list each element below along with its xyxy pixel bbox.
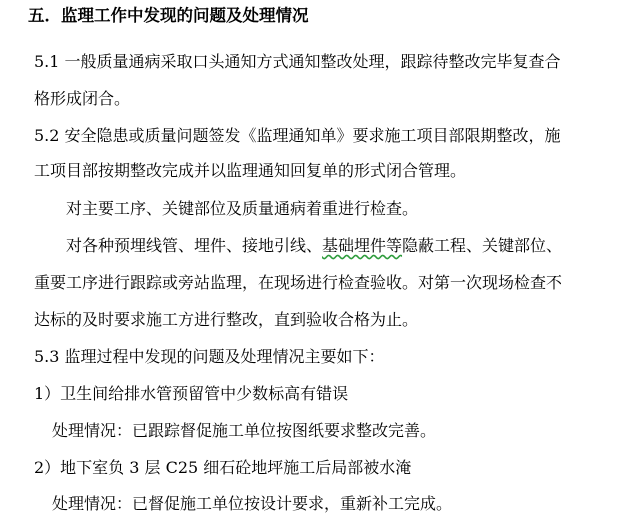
- issue-2-title: 2）地下室负 3 层 C25 细石砼地坪施工后局部被水淹: [34, 458, 412, 477]
- paragraph-5-1-line-1: 5.1 一般质量通病采取口头通知方式通知整改处理，跟踪待整改完毕复查合: [34, 52, 561, 71]
- paragraph-key-inspection: 对主要工序、关键部位及质量通病着重进行检查。: [66, 199, 419, 218]
- paragraph-hidden-works-line-2: 重要工序进行跟踪或旁站监理，在现场进行检查验收。对第一次现场检查不: [34, 273, 563, 292]
- hidden-works-text-post: 隐蔽工程、关键部位、: [402, 236, 563, 255]
- issue-1-title: 1）卫生间给排水管预留管中少数标高有错误: [34, 384, 349, 403]
- section-heading: 五．监理工作中发现的问题及处理情况: [28, 6, 309, 25]
- paragraph-hidden-works-line-1: [66, 236, 562, 256]
- paragraph-5-3: 5.3 监理过程中发现的问题及处理情况主要如下：: [34, 347, 385, 366]
- paragraph-5-1-line-2: 格形成闭合。: [34, 89, 131, 108]
- spellcheck-underlined-text: 基础埋件等: [322, 236, 403, 255]
- paragraph-hidden-works-line-3: 达标的及时要求施工方进行整改，直到验收合格为止。: [34, 310, 419, 329]
- issue-1-handling: 处理情况：已跟踪督促施工单位按图纸要求整改完善。: [52, 421, 437, 440]
- hidden-works-text-pre: 对各种预埋线管、埋件、接地引线、: [66, 236, 323, 255]
- issue-2-handling: 处理情况：已督促施工单位按设计要求，重新补工完成。: [52, 494, 453, 513]
- paragraph-5-2-line-1: 5.2 安全隐患或质量问题签发《监理通知单》要求施工项目部限期整改，施: [34, 126, 561, 145]
- paragraph-5-2-line-2: 工项目部按期整改完成并以监理通知回复单的形式闭合管理。: [34, 161, 467, 180]
